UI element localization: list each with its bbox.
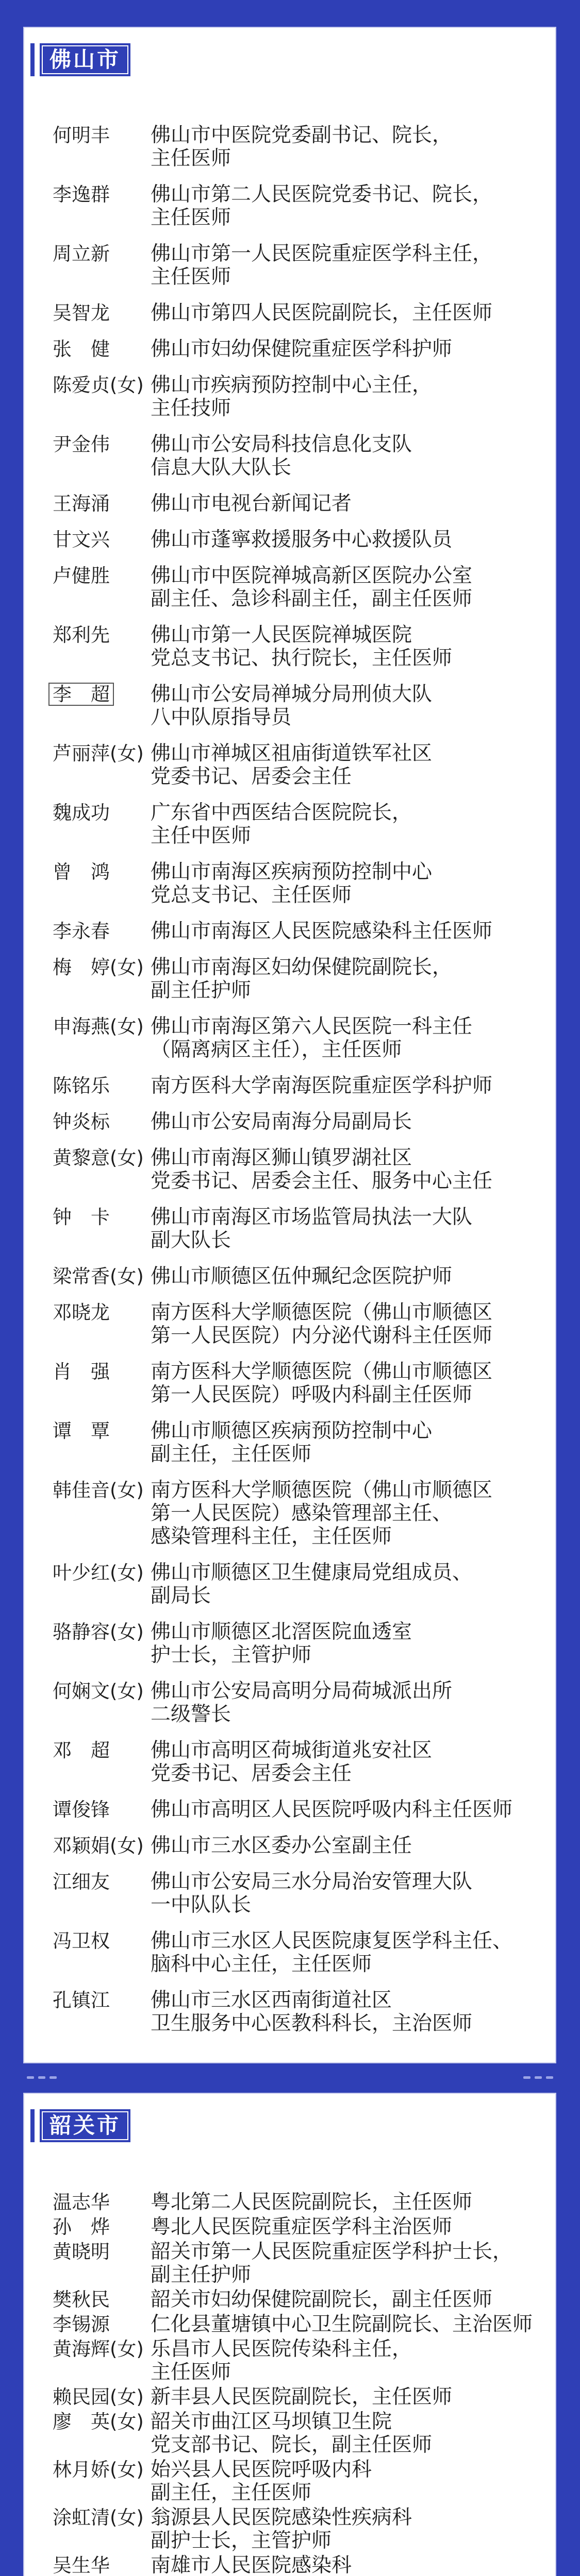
person-title (151, 2506, 542, 2552)
name-cell (53, 860, 151, 884)
person-title (151, 2288, 542, 2311)
name-cell (53, 433, 151, 456)
list-item (53, 683, 545, 729)
title-line: 佛山市电视台新闻记者 (151, 492, 352, 515)
person-name: 赖民园(女) (53, 2386, 144, 2408)
title-line: 护士长，主管护师 (151, 1643, 312, 1667)
title-line: 佛山市三水区委办公室副主任 (151, 1834, 412, 1857)
title-line: 佛山市顺德区卫生健康局党组成员、 (151, 1561, 473, 1584)
title-line: 佛山市高明区荷城街道兆安社区 (151, 1739, 433, 1762)
title-line: 佛山市南海区第六人民医院一科主任 (151, 1015, 473, 1038)
person-title (151, 1110, 542, 1133)
list-item (53, 920, 545, 943)
section-title-tab (40, 43, 130, 76)
title-line: 粤北人民医院重症医学科主治医师 (151, 2215, 453, 2239)
person-title (151, 2410, 542, 2456)
person-name: 张 健 (53, 338, 110, 360)
person-title (151, 374, 542, 420)
person-name: 曾 鸿 (53, 861, 110, 883)
list-item (53, 1620, 545, 1667)
title-line: 佛山市中医院党委副书记、院长， (151, 124, 453, 147)
title-line: 主任医师 (151, 147, 231, 170)
name-cell (53, 301, 151, 325)
name-cell (53, 1479, 151, 1502)
name-cell (53, 742, 151, 765)
list-item (53, 2554, 545, 2576)
name-cell (53, 2385, 151, 2409)
person-name: 邓颖娟(女) (53, 1835, 144, 1857)
title-line: 韶关市曲江区马坝镇卫生院 (151, 2410, 392, 2433)
person-title (151, 1015, 542, 1061)
name-cell (53, 1419, 151, 1443)
title-line: 翁源县人民医院感染性疾病科 (151, 2506, 412, 2529)
title-line: 南方医科大学顺德医院（佛山市顺德区 (151, 1360, 493, 1383)
title-line: 佛山市公安局三水分局治安管理大队 (151, 1870, 473, 1893)
list-item (53, 242, 545, 289)
title-line: 卫生服务中心医教科科长，主治医师 (151, 2012, 473, 2035)
title-line: 佛山市第二人民医院党委书记、院长， (151, 183, 493, 206)
list-item (53, 1419, 545, 1466)
person-title (151, 2458, 542, 2504)
name-cell (53, 183, 151, 206)
title-line: 佛山市第四人民医院副院长，主任医师 (151, 301, 493, 325)
title-line: 佛山市公安局高明分局荷城派出所 (151, 1680, 453, 1703)
name-cell (53, 242, 151, 265)
person-name: 黄晓明 (53, 2241, 110, 2263)
title-line: 副大队长 (151, 1229, 231, 1252)
title-line: 第一人民医院）内分泌代谢科主任医师 (151, 1324, 493, 1347)
title-line: 佛山市顺德区北滘医院血透室 (151, 1620, 412, 1643)
person-title (151, 683, 542, 729)
title-line: 佛山市中医院禅城高新区医院办公室 (151, 564, 473, 587)
name-cell (53, 683, 151, 706)
person-name: 申海燕(女) (53, 1015, 144, 1038)
title-line: 第一人民医院）感染管理部主任、 (151, 1502, 453, 1525)
title-line: 党总支书记、执行院长，主任医师 (151, 647, 453, 670)
person-name: 周立新 (53, 243, 110, 265)
divider-dash (546, 2076, 553, 2079)
name-cell (53, 1989, 151, 2012)
person-name: 卢健胜 (53, 565, 110, 587)
list-item (53, 1798, 545, 1821)
title-line: 始兴县人民医院呼吸内科 (151, 2458, 372, 2481)
title-line: 佛山市蓬寧救援服务中心救援队员 (151, 528, 453, 551)
list-item (53, 374, 545, 420)
person-title (151, 124, 542, 170)
person-name: 陈铭乐 (53, 1075, 110, 1097)
person-name: 孔镇江 (53, 1989, 110, 2011)
list-item (53, 2410, 545, 2456)
title-line: 佛山市禅城区祖庙街道铁军社区 (151, 742, 433, 765)
list-item (53, 1360, 545, 1406)
person-title (151, 2313, 542, 2336)
person-name: 吴生华 (53, 2554, 110, 2576)
person-title (151, 1929, 542, 1976)
title-line: 八中队原指导员 (151, 706, 292, 729)
person-name: 邓晓龙 (53, 1301, 110, 1324)
title-line: 第一人民医院）呼吸内科副主任医师 (151, 1383, 473, 1406)
name-cell (53, 528, 151, 551)
name-cell (53, 1146, 151, 1170)
title-line: 新丰县人民医院副院长，主任医师 (151, 2385, 453, 2409)
person-title (151, 860, 542, 907)
title-line: 佛山市南海区狮山镇罗湖社区 (151, 1146, 412, 1170)
title-line: 南方医科大学顺德医院（佛山市顺德区 (151, 1301, 493, 1324)
title-line: 副主任，主任医师 (151, 1443, 312, 1466)
divider-dash (523, 2076, 531, 2079)
name-cell (53, 124, 151, 147)
name-cell (53, 1929, 151, 1953)
person-name: 黄海辉(女) (53, 2338, 144, 2360)
person-title (151, 2554, 542, 2576)
person-title (151, 2191, 542, 2214)
title-line: 主任中医师 (151, 824, 252, 848)
list-item (53, 1929, 545, 1976)
person-title (151, 623, 542, 670)
list-item (53, 623, 545, 670)
person-name: 郑利先 (53, 624, 110, 646)
title-line: 佛山市疾病预防控制中心主任， (151, 374, 433, 397)
list-item (53, 2288, 545, 2311)
list-item (53, 1561, 545, 1607)
person-title (151, 564, 542, 611)
name-cell (53, 1074, 151, 1097)
divider-dash (535, 2076, 542, 2079)
title-line: 党委书记、居委会主任、服务中心主任 (151, 1170, 493, 1193)
person-name: 孙 烨 (53, 2216, 110, 2238)
name-cell (53, 2458, 151, 2481)
list-item (53, 1479, 545, 1548)
list-item (53, 337, 545, 361)
person-title (151, 242, 542, 289)
name-cell (53, 1301, 151, 1324)
title-line: 佛山市三水区西南街道社区 (151, 1989, 392, 2012)
list-item (53, 528, 545, 551)
section-card-shaoguan (23, 2093, 556, 2576)
person-title (151, 1739, 542, 1785)
person-name: 梁常香(女) (53, 1265, 144, 1287)
person-title (151, 920, 542, 943)
person-name: 韩佳音(女) (53, 1479, 144, 1501)
title-line: 佛山市第一人民医院重症医学科主任， (151, 242, 493, 265)
title-line: 佛山市南海区妇幼保健院副院长， (151, 956, 453, 979)
section-divider (0, 2072, 580, 2084)
name-cell (53, 1360, 151, 1383)
name-cell (53, 492, 151, 515)
name-cell (53, 920, 151, 943)
list-item (53, 742, 545, 788)
person-name: 吴智龙 (53, 302, 110, 324)
person-title (151, 433, 542, 479)
person-title (151, 956, 542, 1002)
title-line: 主任医师 (151, 206, 231, 229)
divider-dash (27, 2076, 34, 2079)
title-line: 佛山市妇幼保健院重症医学科护师 (151, 337, 453, 361)
title-line: 副护士长，主管护师 (151, 2529, 332, 2552)
person-title (151, 528, 542, 551)
person-name: 魏成功 (53, 802, 110, 824)
title-line: 粤北第二人民医院副院长，主任医师 (151, 2191, 473, 2214)
list-item (53, 1989, 545, 2035)
title-line: 党支部书记、院长，副主任医师 (151, 2433, 433, 2456)
title-line: 佛山市高明区人民医院呼吸内科主任医师 (151, 1798, 513, 1821)
title-line: 仁化县董塘镇中心卫生院副院长、主治医师 (151, 2313, 533, 2336)
person-title (151, 1265, 542, 1288)
title-line: 佛山市公安局南海分局副局长 (151, 1110, 412, 1133)
title-line: 副主任，主任医师 (151, 2481, 312, 2504)
title-line: 信息大队大队长 (151, 456, 292, 479)
person-name: 何娴文(女) (53, 1680, 144, 1702)
list-item (53, 1074, 545, 1097)
person-title (151, 1798, 542, 1821)
person-name: 陈爱贞(女) (53, 374, 144, 396)
name-cell (53, 2240, 151, 2263)
person-name: 冯卫权 (53, 1930, 110, 1952)
name-cell (53, 1680, 151, 1703)
title-line: 南方医科大学顺德医院（佛山市顺德区 (151, 1479, 493, 1502)
list-item (53, 2215, 545, 2239)
person-title (151, 1620, 542, 1667)
person-title (151, 1419, 542, 1466)
person-name: 甘文兴 (53, 529, 110, 551)
entry-list (53, 2191, 545, 2576)
list-item (53, 2240, 545, 2286)
title-line: 佛山市南海区市场监管局执法一大队 (151, 1206, 473, 1229)
divider-dash (38, 2076, 45, 2079)
list-item (53, 301, 545, 325)
title-line: （隔离病区主任），主任医师 (151, 1038, 402, 1061)
person-name: 樊秋民 (53, 2289, 110, 2311)
person-name: 钟炎标 (53, 1111, 110, 1133)
name-cell (53, 2215, 151, 2239)
title-line: 南雄市人民医院感染科 (151, 2554, 352, 2576)
list-item (53, 2458, 545, 2504)
name-cell (53, 337, 151, 361)
person-name: 林月娇(女) (53, 2459, 144, 2481)
title-line: 佛山市南海区疾病预防控制中心 (151, 860, 433, 884)
person-name: 黄黎意(女) (53, 1147, 144, 1169)
person-name: 尹金伟 (53, 433, 110, 455)
list-item (53, 1680, 545, 1726)
title-line: 党委书记、居委会主任 (151, 1762, 352, 1785)
list-item (53, 2506, 545, 2552)
person-title (151, 337, 542, 361)
person-title (151, 183, 542, 229)
list-item (53, 1739, 545, 1785)
name-cell (53, 2506, 151, 2529)
title-line: 乐昌市人民医院传染科主任， (151, 2337, 412, 2361)
person-title (151, 801, 542, 848)
person-name: 钟 卡 (53, 1206, 110, 1228)
person-name: 温志华 (53, 2191, 110, 2213)
list-item (53, 2337, 545, 2384)
title-line: 一中队队长 (151, 1893, 252, 1917)
person-title (151, 1479, 542, 1548)
list-item (53, 956, 545, 1002)
list-item (53, 183, 545, 229)
list-item (53, 1301, 545, 1347)
title-line: 主任医师 (151, 265, 231, 289)
tab-accent-bar (30, 2109, 35, 2142)
list-item (53, 1834, 545, 1857)
person-title (151, 1206, 542, 1252)
section-card-foshan (23, 27, 556, 2063)
list-item (53, 2385, 545, 2409)
person-title (151, 1561, 542, 1607)
person-name: 谭 覃 (53, 1420, 110, 1442)
title-line: 佛山市第一人民医院禅城医院 (151, 623, 412, 647)
title-line: 副主任护师 (151, 979, 252, 1002)
section-title: 佛山市 (49, 47, 121, 72)
section-title-tab (40, 2109, 130, 2142)
person-name: 骆静容(女) (53, 1621, 144, 1643)
person-title (151, 1074, 542, 1097)
name-cell (53, 1620, 151, 1643)
name-cell (53, 1739, 151, 1762)
title-line: 副主任护师 (151, 2263, 252, 2286)
name-cell (53, 374, 151, 397)
person-name: 邓 超 (53, 1739, 110, 1761)
person-title (151, 1146, 542, 1193)
name-cell (53, 623, 151, 647)
person-name: 廖 英(女) (53, 2411, 144, 2433)
entry-list (53, 124, 545, 2048)
tab-accent-bar (30, 43, 35, 76)
name-cell (53, 1015, 151, 1038)
name-cell (53, 801, 151, 824)
person-name: 江细友 (53, 1871, 110, 1893)
person-name: 李锡源 (53, 2313, 110, 2335)
title-line: 感染管理科主任，主任医师 (151, 1525, 392, 1548)
title-line: 韶关市第一人民医院重症医学科护士长， (151, 2240, 513, 2263)
name-cell (53, 2288, 151, 2311)
title-line: 佛山市顺德区伍仲珮纪念医院护师 (151, 1265, 453, 1288)
person-name: 叶少红(女) (53, 1562, 144, 1584)
list-item (53, 2191, 545, 2214)
divider-dash (49, 2076, 57, 2079)
list-item (53, 1146, 545, 1193)
title-line: 广东省中西医结合医院院长， (151, 801, 412, 824)
title-line: 韶关市妇幼保健院副院长，副主任医师 (151, 2288, 493, 2311)
name-cell (53, 564, 151, 587)
person-title (151, 1360, 542, 1406)
section-title: 韶关市 (49, 2113, 121, 2138)
name-cell (53, 2410, 151, 2433)
name-cell (53, 1561, 151, 1584)
title-line: 党委书记、居委会主任 (151, 765, 352, 788)
person-title (151, 1989, 542, 2035)
title-line: 佛山市三水区人民医院康复医学科主任、 (151, 1929, 513, 1953)
person-name: 王海涌 (53, 493, 110, 515)
name-cell (53, 1206, 151, 1229)
name-cell (53, 956, 151, 979)
list-item (53, 564, 545, 611)
title-line: 主任医师 (151, 2361, 231, 2384)
title-line: 佛山市南海区人民医院感染科主任医师 (151, 920, 493, 943)
title-line: 脑科中心主任，主任医师 (151, 1953, 372, 1976)
name-cell (53, 1834, 151, 1857)
name-cell (53, 2554, 151, 2576)
title-line: 佛山市公安局科技信息化支队 (151, 433, 412, 456)
person-title (151, 1680, 542, 1726)
list-item (53, 1870, 545, 1917)
person-name: 谭俊锋 (53, 1799, 110, 1821)
person-title (151, 1834, 542, 1857)
person-name: 李永春 (53, 920, 110, 942)
name-cell (53, 1110, 151, 1133)
person-title (151, 492, 542, 515)
title-line: 副局长 (151, 1584, 211, 1607)
name-cell (53, 2191, 151, 2214)
list-item (53, 1206, 545, 1252)
person-name: 何明丰 (53, 124, 110, 146)
name-cell (53, 1870, 151, 1893)
name-cell (53, 2337, 151, 2361)
title-line: 党总支书记、主任医师 (151, 884, 352, 907)
person-name: 涂虹清(女) (53, 2506, 144, 2529)
title-line: 佛山市顺德区疾病预防控制中心 (151, 1419, 433, 1443)
name-cell (53, 1798, 151, 1821)
person-title (151, 742, 542, 788)
list-item (53, 124, 545, 170)
person-name: 李 超 (48, 683, 114, 706)
person-title (151, 1870, 542, 1917)
person-title (151, 1301, 542, 1347)
list-item (53, 801, 545, 848)
title-line: 二级警长 (151, 1703, 231, 1726)
list-item (53, 433, 545, 479)
list-item (53, 1265, 545, 1288)
person-name: 李逸群 (53, 183, 110, 206)
person-name: 芦丽萍(女) (53, 742, 144, 765)
name-cell (53, 2313, 151, 2336)
person-title (151, 2240, 542, 2286)
list-item (53, 2313, 545, 2336)
person-title (151, 2337, 542, 2384)
title-line: 南方医科大学南海医院重症医学科护师 (151, 1074, 493, 1097)
person-name: 肖 强 (53, 1361, 110, 1383)
title-line: 佛山市公安局禅城分局刑侦大队 (151, 683, 433, 706)
person-title (151, 2385, 542, 2409)
person-title (151, 2215, 542, 2239)
list-item (53, 1015, 545, 1061)
list-item (53, 492, 545, 515)
list-item (53, 1110, 545, 1133)
list-item (53, 860, 545, 907)
person-name: 梅 婷(女) (53, 956, 144, 978)
title-line: 主任技师 (151, 397, 231, 420)
title-line: 副主任、急诊科副主任，副主任医师 (151, 587, 473, 611)
name-cell (53, 1265, 151, 1288)
person-title (151, 301, 542, 325)
